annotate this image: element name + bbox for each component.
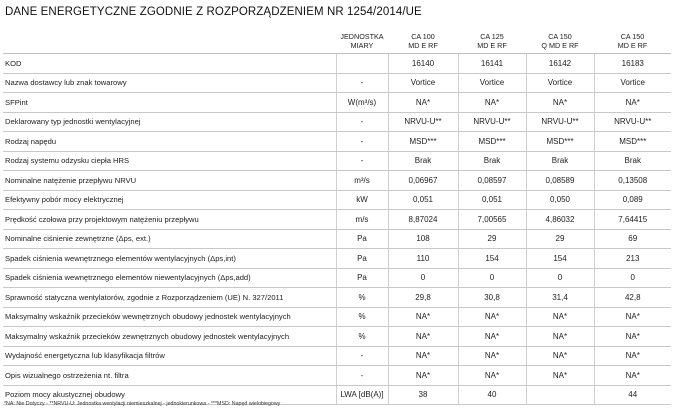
value-cell: NRVU-U** bbox=[388, 112, 458, 132]
value-cell: 0,08589 bbox=[526, 171, 594, 191]
row-label: Nominalne ciśnienie zewnętrzne (Δps, ext.) bbox=[3, 229, 336, 249]
value-cell: 0 bbox=[458, 268, 526, 288]
value-cell: 0,089 bbox=[594, 190, 671, 210]
row-label: Nazwa dostawcy lub znak towarowy bbox=[3, 73, 336, 93]
table-row bbox=[3, 210, 671, 230]
footnote: *NA: Nie Dotyczy - **NRVU-U: Jednostka wentylacji niemieszkalnej - jednokierunkowa - ***MSD: Napęd wielobiegowy bbox=[4, 401, 281, 407]
model-column-header bbox=[526, 25, 594, 54]
value-cell: NA* bbox=[526, 366, 594, 386]
model-column-header bbox=[594, 25, 671, 54]
value-cell: 4,86032 bbox=[526, 210, 594, 230]
value-cell: Brak bbox=[388, 151, 458, 171]
value-cell: 31,4 bbox=[526, 288, 594, 308]
table-row bbox=[3, 151, 671, 171]
unit-header-line: MIARY bbox=[350, 41, 374, 50]
row-label: Spadek ciśnienia wewnętrznego elementów niewentylacyjnych (Δps,add) bbox=[3, 268, 336, 288]
unit-cell: W(m³/s) bbox=[336, 93, 388, 113]
table-row bbox=[3, 93, 671, 113]
row-label: Maksymalny wskaźnik przecieków wewnętrznych obudowy jednostek wentylacyjnych bbox=[3, 307, 336, 327]
value-cell: 30,8 bbox=[458, 288, 526, 308]
value-cell: 7,64415 bbox=[594, 210, 671, 230]
value-cell: NA* bbox=[526, 307, 594, 327]
value-cell: 154 bbox=[526, 249, 594, 269]
value-cell: 16142 bbox=[526, 54, 594, 74]
table-row bbox=[3, 73, 671, 93]
value-cell: MSD*** bbox=[594, 132, 671, 152]
table-row bbox=[3, 132, 671, 152]
value-cell: NA* bbox=[458, 366, 526, 386]
value-cell: NA* bbox=[526, 93, 594, 113]
value-cell: 0,051 bbox=[458, 190, 526, 210]
value-cell: 154 bbox=[458, 249, 526, 269]
unit-cell: % bbox=[336, 307, 388, 327]
value-cell: 29,8 bbox=[388, 288, 458, 308]
value-cell: 40 bbox=[458, 385, 526, 405]
value-cell: NA* bbox=[458, 346, 526, 366]
value-cell: MSD*** bbox=[526, 132, 594, 152]
row-label: Spadek ciśnienia wewnętrznego elementów wentylacyjnych (Δps,int) bbox=[3, 249, 336, 269]
table-row bbox=[3, 229, 671, 249]
value-cell: NA* bbox=[388, 327, 458, 347]
value-cell: 16141 bbox=[458, 54, 526, 74]
value-cell bbox=[526, 385, 594, 405]
table-row bbox=[3, 249, 671, 269]
row-label: Wydajność energetyczna lub klasyfikacja filtrów bbox=[3, 346, 336, 366]
row-label: Sprawność statyczna wentylatorów, zgodnie z Rozporządzeniem (UE) N. 327/2011 bbox=[3, 288, 336, 308]
row-label: Prędkość czołowa przy projektowym natężeniu przepływu bbox=[3, 210, 336, 230]
table-row bbox=[3, 54, 671, 74]
unit-cell: m/s bbox=[336, 210, 388, 230]
value-cell: 29 bbox=[458, 229, 526, 249]
unit-cell: kW bbox=[336, 190, 388, 210]
row-label: Rodzaj napędu bbox=[3, 132, 336, 152]
table-row bbox=[3, 346, 671, 366]
value-cell: 110 bbox=[388, 249, 458, 269]
value-cell: NA* bbox=[458, 93, 526, 113]
value-cell: NRVU-U** bbox=[526, 112, 594, 132]
value-cell: NA* bbox=[526, 327, 594, 347]
unit-cell: - bbox=[336, 366, 388, 386]
table-row bbox=[3, 327, 671, 347]
value-cell: Vortice bbox=[526, 73, 594, 93]
table-row bbox=[3, 268, 671, 288]
model-name: CA 150 bbox=[548, 32, 572, 41]
value-cell: NA* bbox=[388, 93, 458, 113]
value-cell: Brak bbox=[594, 151, 671, 171]
row-label: Maksymalny wskaźnik przecieków zewnętrznych obudowy jednostek wentylacyjnych bbox=[3, 327, 336, 347]
value-cell: 29 bbox=[526, 229, 594, 249]
value-cell: NA* bbox=[594, 93, 671, 113]
value-cell: NA* bbox=[388, 366, 458, 386]
value-cell: NA* bbox=[388, 307, 458, 327]
value-cell: NA* bbox=[594, 346, 671, 366]
unit-cell: Pa bbox=[336, 229, 388, 249]
value-cell: NA* bbox=[594, 327, 671, 347]
value-cell: 0,051 bbox=[388, 190, 458, 210]
value-cell: NA* bbox=[594, 307, 671, 327]
model-column-header bbox=[458, 25, 526, 54]
row-label: Nominalne natężenie przepływu NRVU bbox=[3, 171, 336, 191]
value-cell: Vortice bbox=[388, 73, 458, 93]
page-title: DANE ENERGETYCZNE ZGODNIE Z ROZPORZĄDZENIEM NR 1254/2014/UE bbox=[5, 6, 422, 18]
value-cell: 69 bbox=[594, 229, 671, 249]
unit-cell: % bbox=[336, 288, 388, 308]
unit-cell: m³/s bbox=[336, 171, 388, 191]
model-name: CA 150 bbox=[620, 32, 645, 41]
value-cell: 44 bbox=[594, 385, 671, 405]
value-cell: NA* bbox=[526, 346, 594, 366]
table-row bbox=[3, 190, 671, 210]
model-variant: MD E RF bbox=[617, 41, 648, 50]
value-cell: MSD*** bbox=[388, 132, 458, 152]
value-cell: 38 bbox=[388, 385, 458, 405]
model-variant: MD E RF bbox=[408, 41, 438, 50]
unit-cell: - bbox=[336, 112, 388, 132]
value-cell: Brak bbox=[458, 151, 526, 171]
value-cell: Brak bbox=[526, 151, 594, 171]
value-cell: NA* bbox=[594, 366, 671, 386]
value-cell: MSD*** bbox=[458, 132, 526, 152]
label-column-header bbox=[3, 25, 336, 54]
value-cell: 108 bbox=[388, 229, 458, 249]
value-cell: 0 bbox=[388, 268, 458, 288]
value-cell: 0,06967 bbox=[388, 171, 458, 191]
row-label: KOD bbox=[3, 54, 336, 74]
model-name: CA 100 bbox=[411, 32, 435, 41]
value-cell: Vortice bbox=[458, 73, 526, 93]
value-cell: 16140 bbox=[388, 54, 458, 74]
unit-cell: % bbox=[336, 327, 388, 347]
value-cell: 0,050 bbox=[526, 190, 594, 210]
value-cell: NA* bbox=[458, 327, 526, 347]
value-cell: NRVU-U** bbox=[458, 112, 526, 132]
row-label: Deklarowany typ jednostki wentylacyjnej bbox=[3, 112, 336, 132]
model-variant: Q MD E RF bbox=[541, 41, 579, 50]
value-cell: 0,08597 bbox=[458, 171, 526, 191]
value-cell: 213 bbox=[594, 249, 671, 269]
value-cell: 8,87024 bbox=[388, 210, 458, 230]
unit-cell: Pa bbox=[336, 249, 388, 269]
unit-cell: LWA [dB(A)] bbox=[336, 385, 388, 405]
unit-cell bbox=[336, 54, 388, 74]
row-label: Efektywny pobór mocy elektrycznej bbox=[3, 190, 336, 210]
value-cell: 16183 bbox=[594, 54, 671, 74]
unit-cell: Pa bbox=[336, 268, 388, 288]
model-column-header bbox=[388, 25, 458, 54]
table-row bbox=[3, 112, 671, 132]
value-cell: 0 bbox=[594, 268, 671, 288]
table-row bbox=[3, 288, 671, 308]
value-cell: NRVU-U** bbox=[594, 112, 671, 132]
value-cell: NA* bbox=[388, 346, 458, 366]
unit-cell: - bbox=[336, 73, 388, 93]
value-cell: 42,8 bbox=[594, 288, 671, 308]
unit-header-line: JEDNOSTKA bbox=[340, 32, 384, 41]
row-label: Rodzaj systemu odzysku ciepła HRS bbox=[3, 151, 336, 171]
value-cell: 7,00565 bbox=[458, 210, 526, 230]
value-cell: 0 bbox=[526, 268, 594, 288]
energy-data-table bbox=[3, 25, 671, 405]
unit-cell: - bbox=[336, 346, 388, 366]
unit-column-header bbox=[336, 25, 388, 54]
value-cell: Vortice bbox=[594, 73, 671, 93]
table-row bbox=[3, 366, 671, 386]
table-row bbox=[3, 307, 671, 327]
value-cell: 0,13508 bbox=[594, 171, 671, 191]
row-label: Opis wizualnego ostrzeżenia nt. filtra bbox=[3, 366, 336, 386]
unit-cell: - bbox=[336, 132, 388, 152]
table-body bbox=[3, 54, 671, 405]
table-row bbox=[3, 171, 671, 191]
row-label: Poziom mocy akustycznej obudowy bbox=[3, 385, 336, 405]
row-label: SFPint bbox=[3, 93, 336, 113]
unit-cell: - bbox=[336, 151, 388, 171]
model-name: CA 125 bbox=[480, 32, 504, 41]
table-header-row bbox=[3, 25, 671, 54]
model-variant: MD E RF bbox=[477, 41, 507, 50]
value-cell: NA* bbox=[458, 307, 526, 327]
